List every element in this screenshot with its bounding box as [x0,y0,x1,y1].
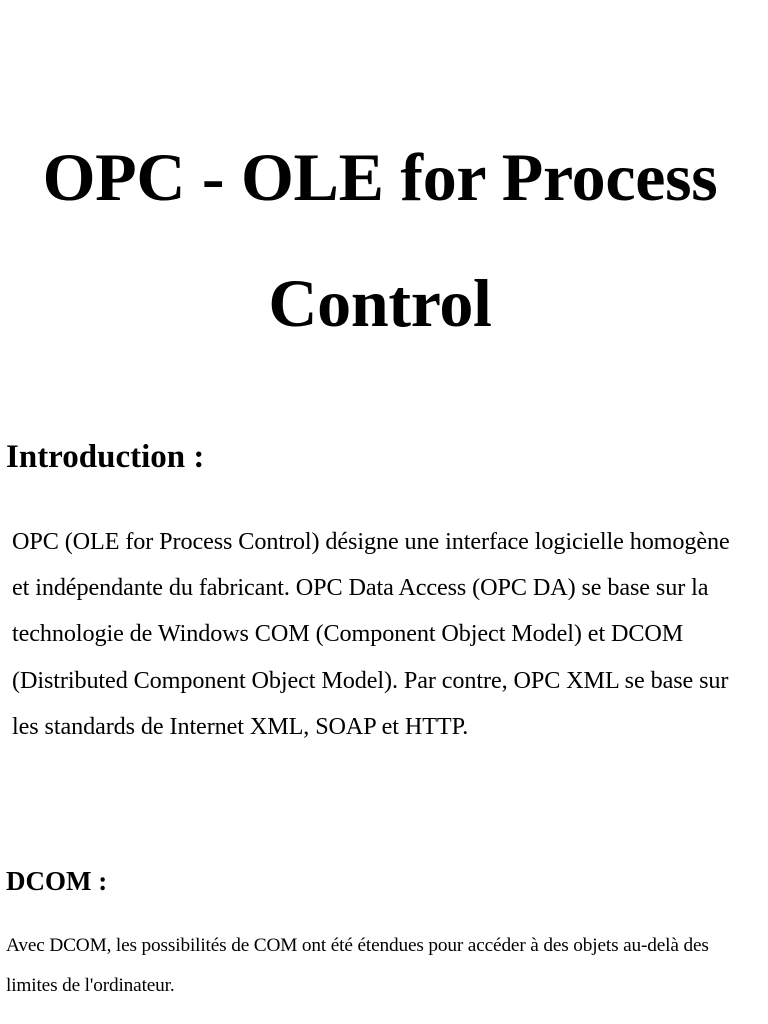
section-heading-introduction: Introduction : [6,439,205,475]
document-title: OPC - OLE for Process Control [42,139,718,341]
section-paragraph-introduction: OPC (OLE for Process Control) désigne une interface logicielle homogène et indépendante du fabricant. OPC Data Access (OPC DA) se base sur la technologie de Windows COM (Component Object Model) et DCOM (Distributed Component Object Model). Par contre, OPC XML se base sur les standards de Internet XML, SOAP et HTTP. [12,528,730,740]
section-paragraph-dcom: Avec DCOM, les possibilités de COM ont été étendues pour accéder à des objets au-delà des limites de l'ordinateur. [6,935,709,996]
section-heading-dcom: DCOM : [6,866,108,896]
